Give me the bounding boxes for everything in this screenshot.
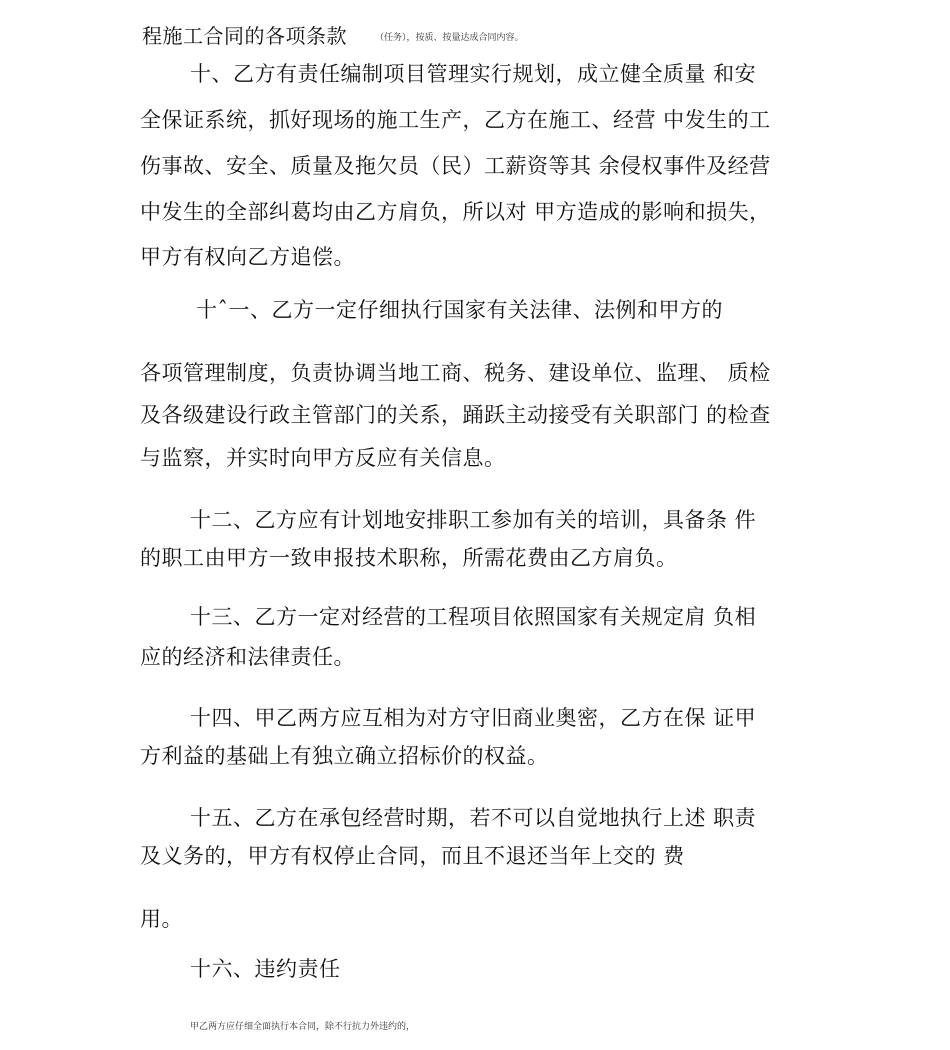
paragraph-line: 的职工由甲方一致申报技术职称，所需花费由乙方肩负。	[140, 546, 678, 570]
paragraph-line: 十三、乙方一定对经营的工程项目依照国家有关规定肩 负相	[190, 605, 757, 629]
footer-note: 甲乙两方应仔细全面执行本合同，除不行抗力外违约的，	[190, 1022, 416, 1032]
paragraph-line: 应的经济和法律责任。	[140, 645, 355, 669]
paragraph-line: 与监察，并实时向甲方反应有关信息。	[140, 446, 506, 470]
paragraph-line: 及义务的，甲方有权停止合同，而且不退还当年上交的 费	[140, 844, 685, 868]
paragraph-line: 中发生的全部纠葛均由乙方肩负，所以对 甲方造成的影响和损失，	[140, 200, 771, 224]
paragraph-line: 用。	[140, 907, 183, 931]
paragraph-line: 伤事故、安全、质量及拖欠员（民）工薪资等其 余侵权事件及经营	[140, 154, 771, 178]
header-line	[142, 22, 822, 52]
paragraph-line: 方利益的基础上有独立确立招标价的权益。	[140, 744, 549, 768]
paragraph-line: 甲方有权向乙方追偿。	[140, 245, 355, 269]
paragraph-line: 十、乙方有责任编制项目管理实行规划，成立健全质量 和安	[190, 62, 757, 86]
paragraph-line: 十二、乙方应有计划地安排职工参加有关的培训，具备条 件	[190, 508, 757, 532]
paragraph-line: 各项管理制度，负责协调当地工商、税务、建设单位、监理、 质检	[140, 361, 771, 385]
header-title: 程施工合同的各项条款	[142, 24, 347, 48]
paragraph-line: 十五、乙方在承包经营时期，若不可以自觉地执行上述 职责	[190, 806, 757, 830]
paragraph-line: 全保证系统，抓好现场的施工生产，乙方在施工、经营 中发生的工	[140, 108, 771, 132]
paragraph-line: 十四、甲乙两方应互相为对方守旧商业奥密，乙方在保 证甲	[190, 706, 757, 730]
section-heading: 十六、违约责任	[190, 957, 341, 981]
paragraph-line: 十ˆ一、乙方一定仔细执行国家有关法律、法例和甲方的	[196, 298, 723, 322]
paragraph-line: 及各级建设行政主管部门的关系，踊跃主动接受有关职部门 的检查	[140, 403, 771, 427]
header-note: （任务），按质、按量达成合同内容。	[375, 33, 524, 43]
